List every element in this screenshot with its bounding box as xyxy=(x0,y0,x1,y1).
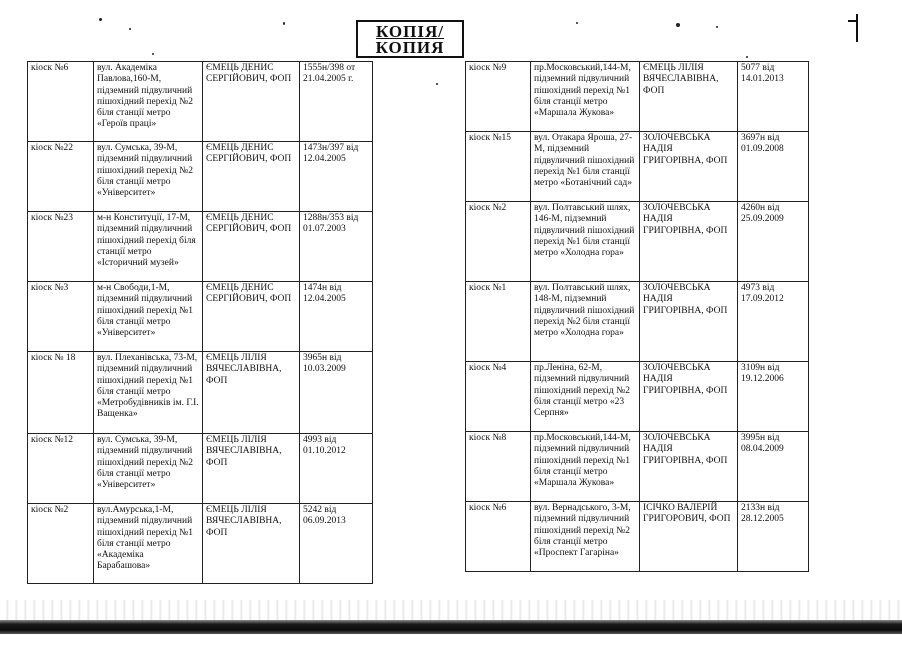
kiosk-cell: кіоск №1 xyxy=(466,282,531,362)
address-cell: вул. Полтавський шлях, 146-М, підземний підвуличний пішохідний перехід №1 біля станції метро «Холодна гора» xyxy=(531,202,640,282)
kiosk-cell: кіоск №12 xyxy=(28,434,94,504)
address-cell: пр.Московський,144-М, підземний підвуличний пішохідний перехід №1 біля станції метро «Маршала Жукова» xyxy=(531,432,640,502)
owner-cell: ЄМЕЦЬ ЛІЛІЯ ВЯЧЕСЛАВІВНА, ФОП xyxy=(203,434,300,504)
kiosk-cell: кіоск №4 xyxy=(466,362,531,432)
address-cell: м-н Свободи,1-М, підземний підвуличний пішохідний перехід №1 біля станції метро «Університет» xyxy=(94,282,203,352)
table-row xyxy=(28,212,373,282)
owner-cell: ЄМЕЦЬ ДЕНИС СЕРГІЙОВИЧ, ФОП xyxy=(203,62,300,142)
owner-cell: ЄМЕЦЬ ДЕНИС СЕРГІЙОВИЧ, ФОП xyxy=(203,212,300,282)
table-row xyxy=(466,432,809,502)
kiosk-cell: кіоск №9 xyxy=(466,62,531,132)
kiosk-cell: кіоск №6 xyxy=(28,62,94,142)
scan-speck xyxy=(152,53,154,55)
owner-cell: ЗОЛОЧЕВСЬКА НАДІЯ ГРИГОРІВНА, ФОП xyxy=(640,282,738,362)
table-row xyxy=(466,362,809,432)
owner-cell: ЄМЕЦЬ ДЕНИС СЕРГІЙОВИЧ, ФОП xyxy=(203,142,300,212)
owner-cell: ЄМЕЦЬ ЛІЛІЯ ВЯЧЕСЛАВІВНА, ФОП xyxy=(203,352,300,434)
scan-noise-band xyxy=(0,600,902,620)
kiosk-cell: кіоск №22 xyxy=(28,142,94,212)
owner-cell: ЗОЛОЧЕВСЬКА НАДІЯ ГРИГОРІВНА, ФОП xyxy=(640,202,738,282)
kiosk-cell: кіоск №23 xyxy=(28,212,94,282)
table-row xyxy=(466,202,809,282)
kiosk-table-right xyxy=(465,61,809,572)
contract-cell: 4973 від 17.09.2012 xyxy=(738,282,809,362)
scan-speck xyxy=(129,28,131,30)
owner-cell: ЄМЕЦЬ ЛІЛІЯ ВЯЧЕСЛАВІВНА, ФОП xyxy=(203,504,300,584)
owner-cell: ЄМЕЦЬ ДЕНИС СЕРГІЙОВИЧ, ФОП xyxy=(203,282,300,352)
contract-cell: 3965н від 10.03.2009 xyxy=(300,352,373,434)
table-row xyxy=(28,142,373,212)
owner-cell: ЗОЛОЧЕВСЬКА НАДІЯ ГРИГОРІВНА, ФОП xyxy=(640,362,738,432)
table-row xyxy=(466,502,809,572)
address-cell: вул.Амурська,1-М, підземний підвуличний пішохідний перехід №1 біля станції метро «Академіка Барабашова» xyxy=(94,504,203,584)
address-cell: пр.Леніна, 62-М, підземний підвуличний пішохідний перехід №2 біля станції метро «23 Серпня» xyxy=(531,362,640,432)
table-row xyxy=(28,62,373,142)
address-cell: вул. Отакара Яроша, 27-М, підземний підвуличний пішохідний перехід №1 біля станції метро «Ботанічний сад» xyxy=(531,132,640,202)
owner-cell: ЗОЛОЧЕВСЬКА НАДІЯ ГРИГОРІВНА, ФОП xyxy=(640,432,738,502)
scan-speck xyxy=(716,26,718,28)
contract-cell: 1555н/398 от 21.04.2005 г. xyxy=(300,62,373,142)
table-row xyxy=(28,282,373,352)
stamp-line-1: КОПІЯ/ xyxy=(376,22,444,41)
table-row xyxy=(28,434,373,504)
table-row xyxy=(466,62,809,132)
table-row xyxy=(466,282,809,362)
contract-cell: 2133н від 28.12.2005 xyxy=(738,502,809,572)
scan-speck xyxy=(576,22,578,24)
table-row xyxy=(28,352,373,434)
owner-cell: ЄМЕЦЬ ЛІЛІЯ ВЯЧЕСЛАВІВНА, ФОП xyxy=(640,62,738,132)
contract-cell: 4993 від 01.10.2012 xyxy=(300,434,373,504)
contract-cell: 3697н від 01.09.2008 xyxy=(738,132,809,202)
kiosk-cell: кіоск №2 xyxy=(28,504,94,584)
address-cell: вул. Вернадського, 3-М, підземний підвуличний пішохідний перехід №2 біля станції метро «Проспект Гагаріна» xyxy=(531,502,640,572)
scan-edge-mark xyxy=(856,14,858,42)
kiosk-cell: кіоск №2 xyxy=(466,202,531,282)
address-cell: вул. Сумська, 39-М, підземний підвуличний пішохідний перехід №2 біля станції метро «Університет» xyxy=(94,434,203,504)
kiosk-cell: кіоск №3 xyxy=(28,282,94,352)
address-cell: пр.Московський,144-М, підземний підвуличний пішохідний перехід №1 біля станції метро «Маршала Жукова» xyxy=(531,62,640,132)
contract-cell: 4260н від 25.09.2009 xyxy=(738,202,809,282)
scan-speck xyxy=(676,23,680,27)
contract-cell: 5242 від 06.09.2013 xyxy=(300,504,373,584)
scan-speck xyxy=(436,83,438,85)
kiosk-cell: кіоск № 18 xyxy=(28,352,94,434)
address-cell: вул. Сумська, 39-М, підземний підвуличний пішохідний перехід №2 біля станції метро «Університет» xyxy=(94,142,203,212)
address-cell: вул. Академіка Павлова,160-М, підземний підвуличний пішохідний перехід №2 біля станції метро «Героїв праці» xyxy=(94,62,203,142)
contract-cell: 5077 від 14.01.2013 xyxy=(738,62,809,132)
table-row xyxy=(28,504,373,584)
copy-stamp xyxy=(356,20,464,58)
owner-cell: ЗОЛОЧЕВСЬКА НАДІЯ ГРИГОРІВНА, ФОП xyxy=(640,132,738,202)
table-row xyxy=(466,132,809,202)
address-cell: вул. Полтавський шлях, 148-М, підземний підвуличний пішохідний перехід №2 біля станції метро «Холодна гора» xyxy=(531,282,640,362)
kiosk-cell: кіоск №15 xyxy=(466,132,531,202)
address-cell: м-н Конституції, 17-М, підземний підвуличний пішохідний перехід біля станції метро «Історичний музей» xyxy=(94,212,203,282)
kiosk-table-left xyxy=(27,61,373,584)
kiosk-cell: кіоск №8 xyxy=(466,432,531,502)
scan-edge-bar xyxy=(0,620,902,634)
stamp-line-2: КОПИЯ xyxy=(375,38,445,57)
contract-cell: 3109н від 19.12.2006 xyxy=(738,362,809,432)
scan-edge-mark xyxy=(848,20,856,22)
scan-speck xyxy=(99,18,102,21)
kiosk-cell: кіоск №6 xyxy=(466,502,531,572)
scan-speck xyxy=(283,22,285,25)
contract-cell: 3995н від 08.04.2009 xyxy=(738,432,809,502)
owner-cell: ІСІЧКО ВАЛЕРІЙ ГРИГОРОВИЧ, ФОП xyxy=(640,502,738,572)
contract-cell: 1473н/397 від 12.04.2005 xyxy=(300,142,373,212)
scan-speck xyxy=(746,56,748,58)
address-cell: вул. Плеханівська, 73-М, підземний підвуличний пішохідний перехід №1 біля станції метро «Метробудівників ім. Г.І. Ващенка» xyxy=(94,352,203,434)
contract-cell: 1474н від 12.04.2005 xyxy=(300,282,373,352)
contract-cell: 1288н/353 від 01.07.2003 xyxy=(300,212,373,282)
